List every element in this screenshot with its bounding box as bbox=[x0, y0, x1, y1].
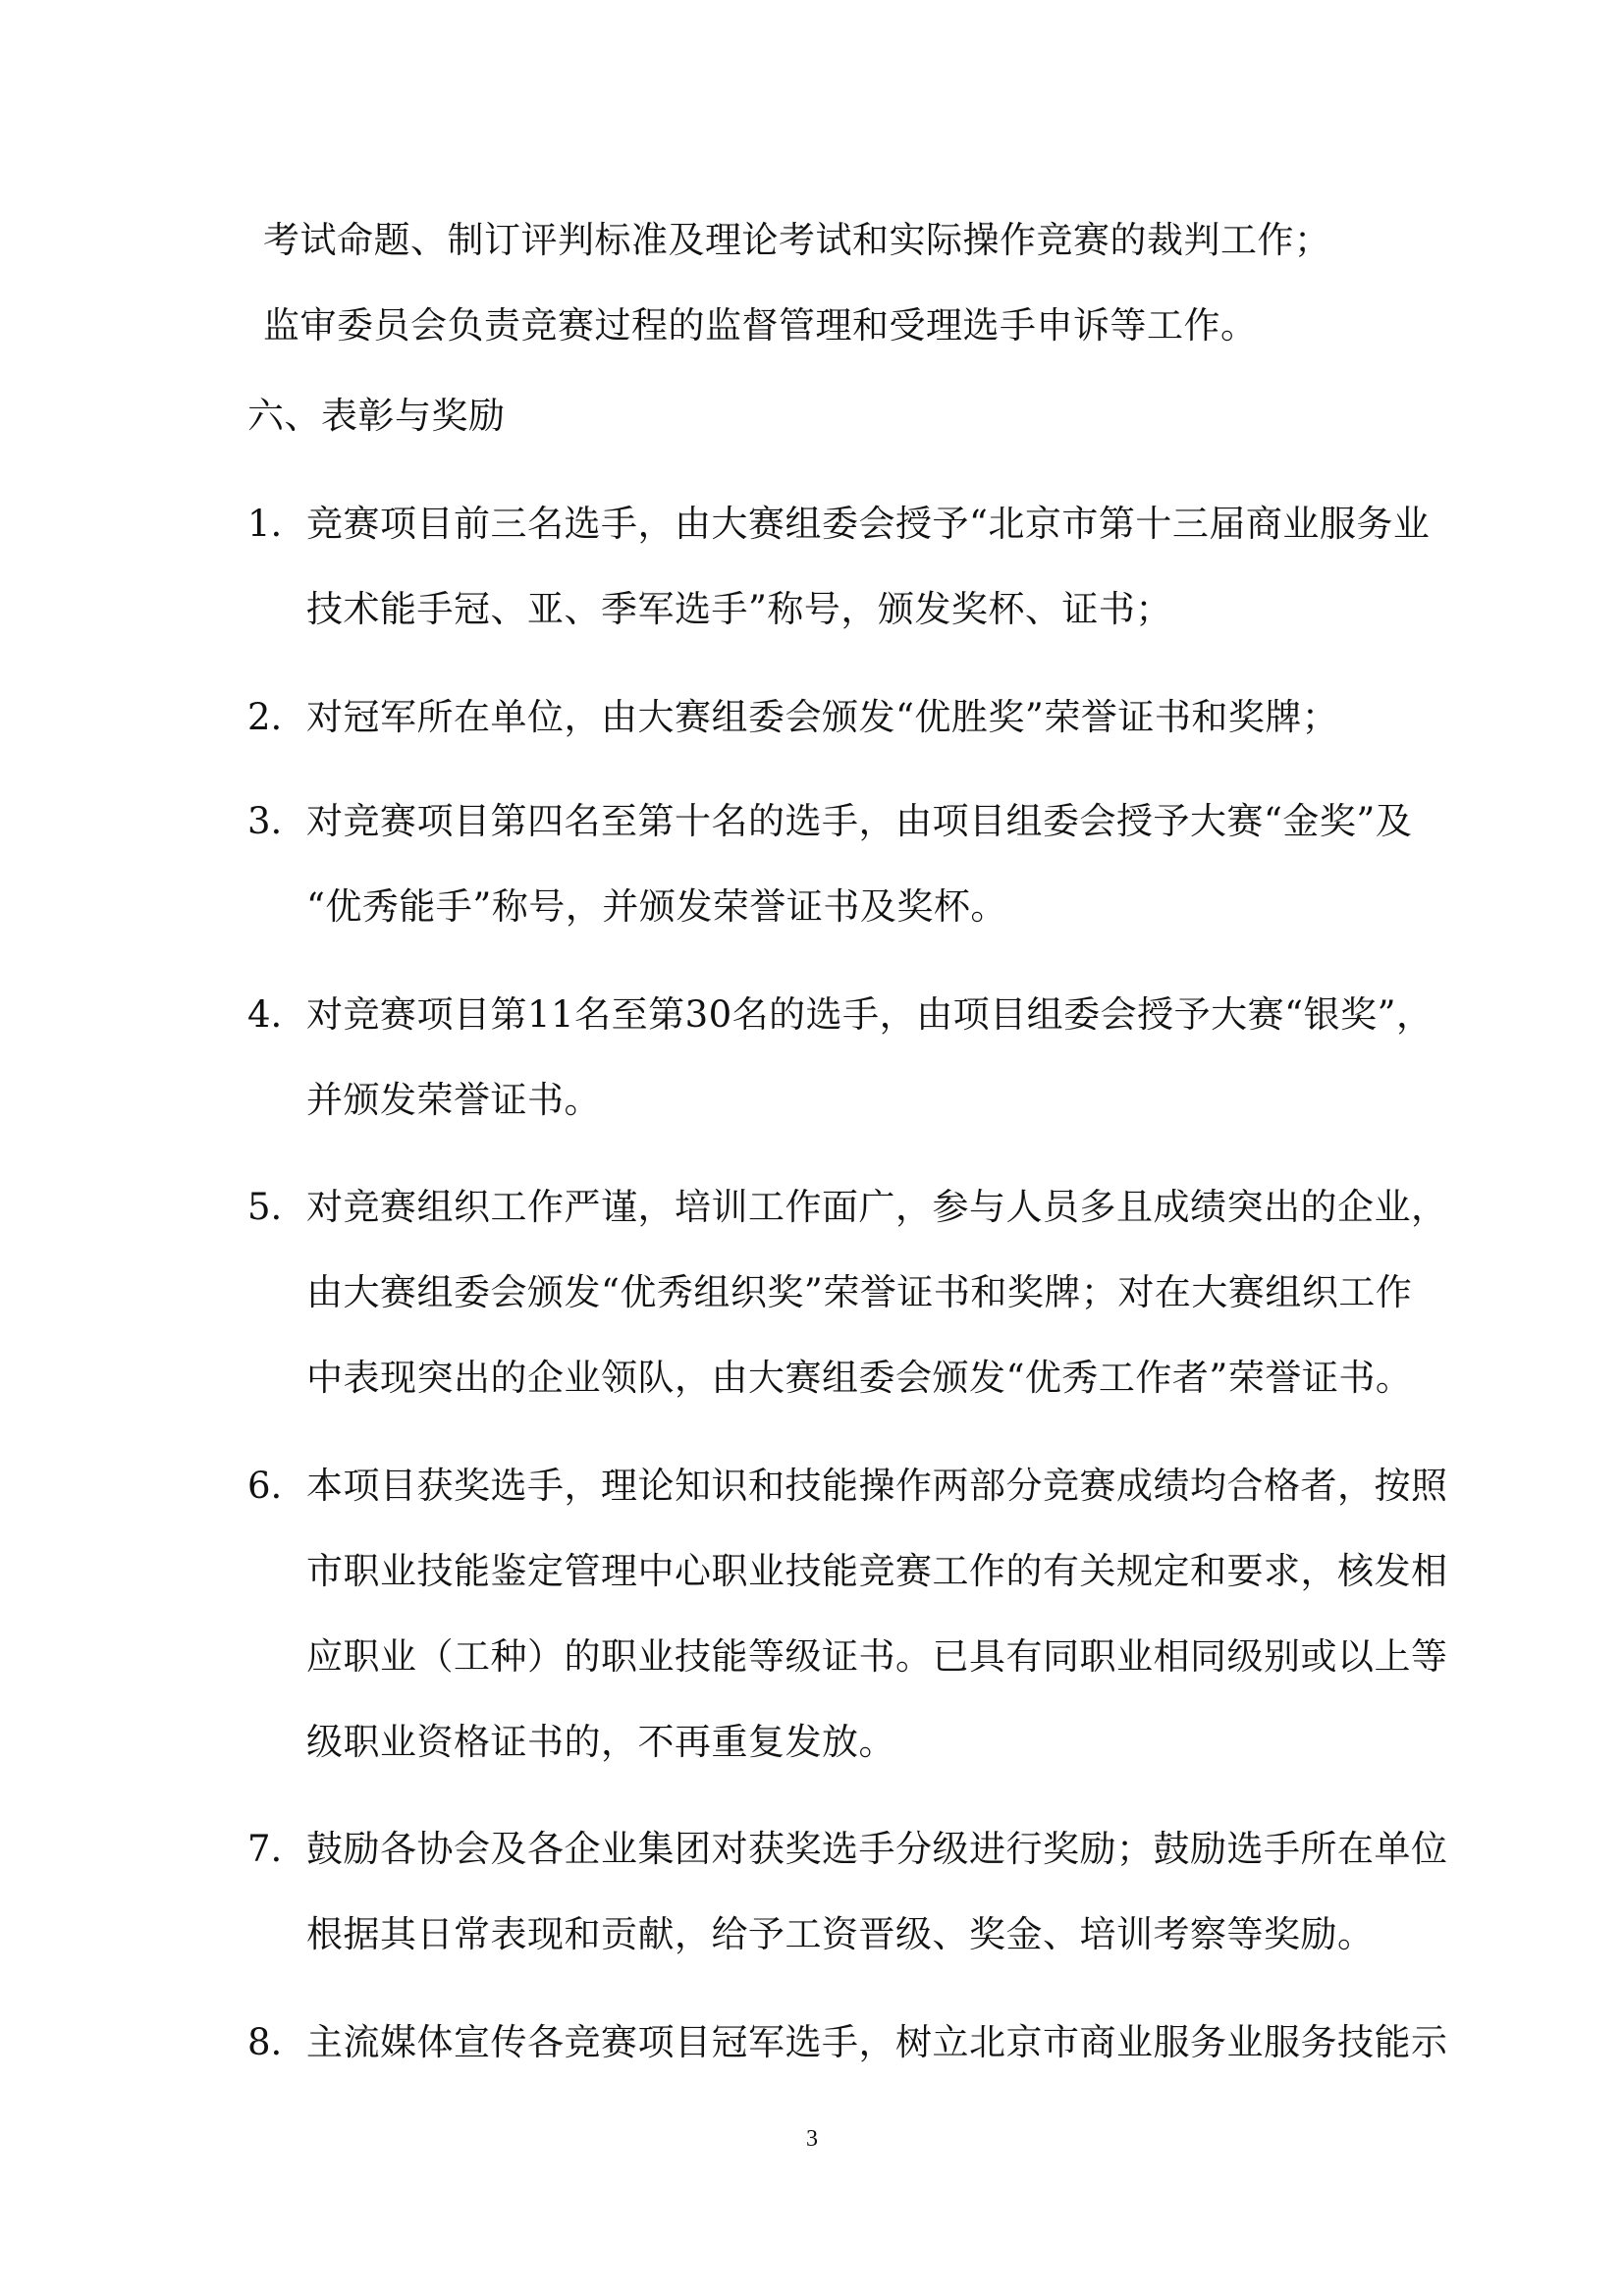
item-4-line-1: 对竞赛项目第11名至第30名的选手，由项目组委会授予大赛“银奖”， bbox=[306, 993, 1434, 1036]
item-6-line-3: 应职业（工种）的职业技能等级证书。已具有同职业相同级别或以上等 bbox=[306, 1635, 1448, 1678]
item-number-2: 2. bbox=[247, 696, 283, 738]
item-1-line-2: 技术能手冠、亚、季军选手”称号，颁发奖杯、证书； bbox=[306, 588, 1172, 630]
item-4-line-2: 并颁发荣誉证书。 bbox=[306, 1079, 601, 1121]
item-number-8: 8. bbox=[247, 2021, 283, 2063]
item-2-line-1: 对冠军所在单位，由大赛组委会颁发“优胜奖”荣誉证书和奖牌； bbox=[306, 696, 1339, 738]
item-6-line-2: 市职业技能鉴定管理中心职业技能竞赛工作的有关规定和要求，核发相 bbox=[306, 1550, 1448, 1592]
item-number-5: 5. bbox=[247, 1186, 283, 1228]
item-3-line-1: 对竞赛项目第四名至第十名的选手，由项目组委会授予大赛“金奖”及 bbox=[306, 800, 1413, 842]
item-5-line-1: 对竞赛组织工作严谨，培训工作面广，参与人员多且成绩突出的企业， bbox=[306, 1186, 1448, 1228]
item-7-line-1: 鼓励各协会及各企业集团对获奖选手分级进行奖励；鼓励选手所在单位 bbox=[306, 1828, 1448, 1870]
item-3-line-2: “优秀能手”称号，并颁发荣誉证书及奖杯。 bbox=[306, 885, 1007, 928]
item-number-3: 3. bbox=[247, 800, 283, 842]
page-number: 3 bbox=[806, 2126, 818, 2152]
item-6-line-4: 级职业资格证书的，不再重复发放。 bbox=[306, 1721, 895, 1763]
section-title: 六、表彰与奖励 bbox=[247, 395, 506, 437]
item-1-line-1: 竞赛项目前三名选手，由大赛组委会授予“北京市第十三届商业服务业 bbox=[306, 503, 1431, 545]
item-number-6: 6. bbox=[247, 1465, 283, 1507]
item-number-1: 1. bbox=[247, 503, 283, 545]
intro-line-2: 监审委员会负责竞赛过程的监督管理和受理选手申诉等工作。 bbox=[263, 304, 1258, 347]
item-8-line-1: 主流媒体宣传各竞赛项目冠军选手，树立北京市商业服务业服务技能示 bbox=[306, 2021, 1448, 2063]
item-6-line-1: 本项目获奖选手，理论知识和技能操作两部分竞赛成绩均合格者，按照 bbox=[306, 1465, 1448, 1507]
item-7-line-2: 根据其日常表现和贡献，给予工资晋级、奖金、培训考察等奖励。 bbox=[306, 1913, 1375, 1955]
item-number-4: 4. bbox=[247, 993, 283, 1036]
item-5-line-3: 中表现突出的企业领队，由大赛组委会颁发“优秀工作者”荣誉证书。 bbox=[306, 1357, 1413, 1399]
item-number-7: 7. bbox=[247, 1828, 283, 1870]
intro-line-1: 考试命题、制订评判标准及理论考试和实际操作竞赛的裁判工作； bbox=[263, 219, 1331, 261]
item-5-line-2: 由大赛组委会颁发“优秀组织奖”荣誉证书和奖牌；对在大赛组织工作 bbox=[306, 1271, 1413, 1313]
